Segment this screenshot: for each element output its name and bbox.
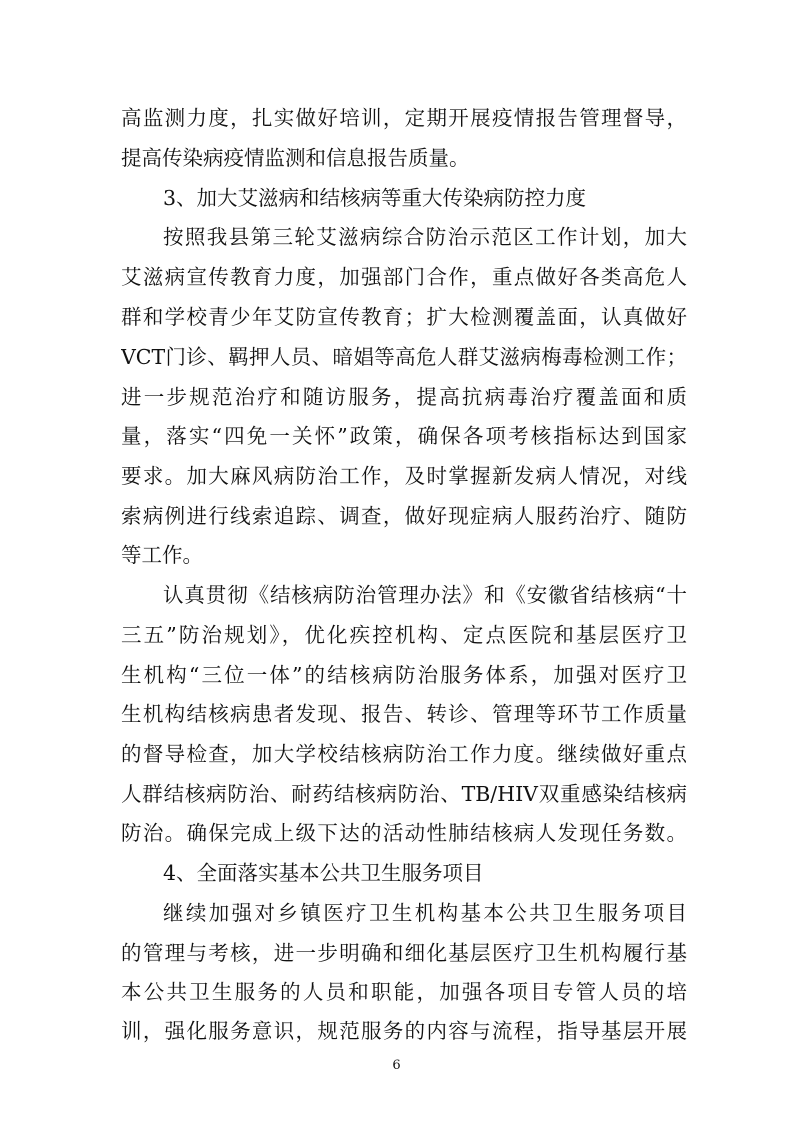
body-line: 提高传染病疫情监测和信息报告质量。	[121, 146, 470, 170]
body-line: 防治。确保完成上级下达的活动性肺结核病人发现任务数。	[121, 821, 687, 845]
section-heading-4: 4、全面落实基本公共卫生服务项目	[163, 861, 484, 885]
body-line: 认真贯彻《结核病防治管理办法》和《安徽省结核病“十	[163, 583, 687, 607]
body-line: 的管理与考核，进一步明确和细化基层医疗卫生机构履行基	[121, 941, 687, 965]
body-line: 生机构结核病患者发现、报告、转诊、管理等环节工作质量	[121, 702, 687, 726]
body-line: 要求。加大麻风病防治工作，及时掌握新发病人情况，对线	[121, 464, 687, 488]
body-line: 继续加强对乡镇医疗卫生机构基本公共卫生服务项目	[163, 901, 687, 925]
body-line: 艾滋病宣传教育力度，加强部门合作，重点做好各类高危人	[121, 265, 687, 289]
body-line: 等工作。	[121, 543, 203, 567]
body-line: 群和学校青少年艾防宣传教育；扩大检测覆盖面，认真做好	[121, 305, 687, 329]
page-number: 6	[392, 1058, 401, 1073]
body-line: 量，落实“四免一关怀”政策，确保各项考核指标达到国家	[121, 424, 687, 448]
body-line: 三五”防治规划》，优化疾控机构、定点医院和基层医疗卫	[121, 623, 687, 647]
body-line: 索病例进行线索追踪、调查，做好现症病人服药治疗、随防	[121, 504, 687, 528]
body-line: 本公共卫生服务的人员和职能，加强各项目专管人员的培	[121, 980, 687, 1004]
body-line: 高监测力度，扎实做好培训，定期开展疫情报告管理督导，	[121, 106, 687, 130]
body-line: 训，强化服务意识，规范服务的内容与流程，指导基层开展	[121, 1019, 687, 1043]
body-line: VCT门诊、羁押人员、暗娼等高危人群艾滋病梅毒检测工作；	[121, 345, 687, 369]
body-line: 人群结核病防治、耐药结核病防治、TB/HIV双重感染结核病	[121, 782, 687, 806]
section-heading-3: 3、加大艾滋病和结核病等重大传染病防控力度	[163, 186, 587, 210]
body-line: 进一步规范治疗和随访服务，提高抗病毒治疗覆盖面和质	[121, 385, 687, 409]
body-line: 生机构“三位一体”的结核病防治服务体系，加强对医疗卫	[121, 663, 687, 687]
body-line: 的督导检查，加大学校结核病防治工作力度。继续做好重点	[121, 742, 687, 766]
body-line: 按照我县第三轮艾滋病综合防治示范区工作计划，加大	[163, 225, 687, 249]
